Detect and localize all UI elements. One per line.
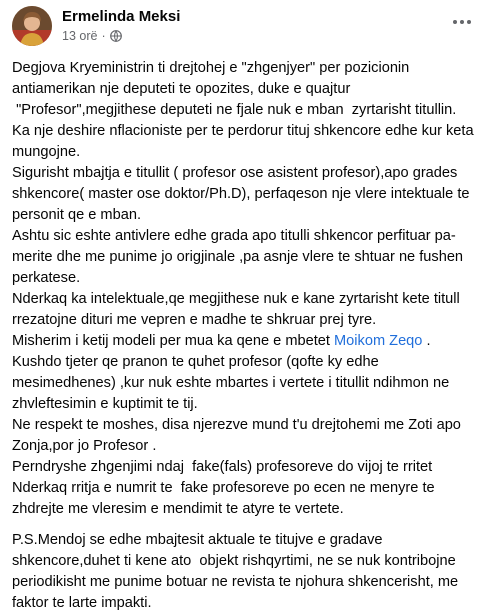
profile-photo (12, 6, 52, 46)
paragraph: Ashtu sic eshte antivlere edhe grada apo titulli shkencor perfituar pa-merite dhe me punime jo origjinale ,pa asnje vlere te shtuar ne fushen perkatese. (12, 228, 468, 286)
post-time[interactable]: 13 orë (62, 29, 98, 43)
avatar[interactable] (12, 6, 52, 46)
paragraph: Kushdo tjeter qe pranon te quhet profesor (qofte ky edhe mesimedhenes) ,kur nuk eshte mbartes i vertete i titullit ndihmon ne zhvleftesimin e kuptimit te tij. (12, 354, 454, 412)
ps-paragraph: P.S.Mendoj se edhe mbajtesit aktuale te titujve e gradave shkencore,duhet ti kene ato objekt rishqyrtimi, ne se nuk kontribojne periodikisht me punime botuar ne revista te njohura shkencerisht, me faktor te larte impakti. (12, 532, 463, 611)
mention-paragraph (12, 331, 480, 352)
paragraph: Degjova Kryeministrin ti drejtohej e "zhgenjyer" per pozicionin antiamerikan nje deputeti te opozites, duke e quajtur (12, 60, 414, 97)
paragraph: Ka nje deshire nflacioniste per te perdorur tituj shkencore edhe kur keta mungojne. (12, 123, 478, 160)
author-name[interactable]: Ermelinda Meksi (62, 8, 181, 25)
mention-link[interactable]: Moikom Zeqo (334, 333, 423, 349)
paragraph: Ne respekt te moshes, disa njerezve mund t'u drejtohemi me Zoti apo Zonja,por jo Profesor . (12, 417, 465, 454)
globe-icon (110, 30, 122, 42)
paragraph: Sigurisht mbajtja e titullit ( profesor ose asistent profesor),apo grades shkencore( master ose doktor/Ph.D), perfaqeson nje vlere intektuale te personit qe e mban. (12, 165, 474, 223)
post-meta (62, 29, 122, 43)
mention-prefix: Misherim i ketij modeli per mua ka qene e mbetet (12, 333, 335, 349)
mention-suffix: . (422, 333, 431, 349)
spacer (12, 520, 480, 530)
paragraph: Nderkaq rritja e numrit te fake profesoreve po ecen ne menyre te zhdrejte me vleresim e mendimit te atyre te vertete. (12, 480, 439, 517)
post-header (12, 6, 478, 52)
paragraph: Perndryshe zhgenjimi ndaj fake(fals) profesoreve do vijoj te rritet (12, 459, 433, 475)
post-content (12, 58, 480, 614)
more-options-button[interactable] (446, 10, 478, 34)
separator: · (101, 29, 106, 43)
paragraph: "Profesor",megjithese deputeti ne fjale nuk e mban zyrtarisht titullin. (12, 102, 457, 118)
paragraph: Nderkaq ka intelektuale,qe megjithese nuk e kane zyrtarisht kete titull rrezatojne dituri me vepren e madhe te shkruar prej tyre. (12, 291, 464, 328)
